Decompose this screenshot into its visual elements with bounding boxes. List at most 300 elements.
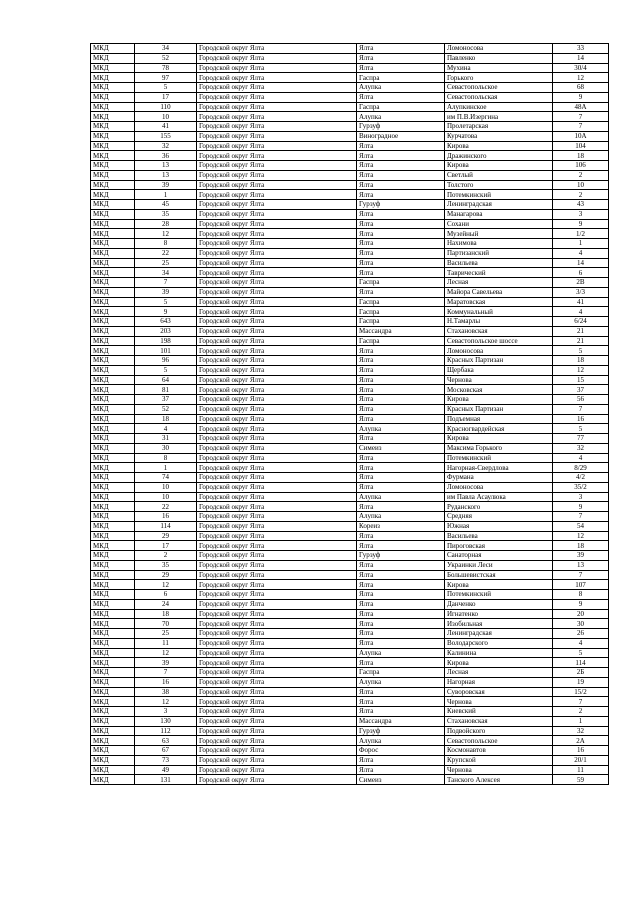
district-cell: Городской округ Ялта xyxy=(197,638,357,648)
street-cell: Руданского xyxy=(445,502,553,512)
locality-cell: Ялта xyxy=(357,629,445,639)
house-cell: 15/2 xyxy=(553,687,609,697)
district-cell: Городской округ Ялта xyxy=(197,190,357,200)
street-cell: Ломоносова xyxy=(445,346,553,356)
table-row xyxy=(91,677,609,687)
street-cell: им Павла Асаулюка xyxy=(445,492,553,502)
number-cell: 114 xyxy=(135,521,197,531)
locality-cell: Ялта xyxy=(357,258,445,268)
type-cell: МКД xyxy=(91,161,135,171)
house-cell: 4 xyxy=(553,248,609,258)
house-cell: 10А xyxy=(553,131,609,141)
house-cell: 16 xyxy=(553,746,609,756)
number-cell: 25 xyxy=(135,629,197,639)
street-cell: Кирова xyxy=(445,141,553,151)
type-cell: МКД xyxy=(91,619,135,629)
house-cell: 1 xyxy=(553,716,609,726)
street-cell: Севастопольское xyxy=(445,83,553,93)
locality-cell: Ялта xyxy=(357,375,445,385)
district-cell: Городской округ Ялта xyxy=(197,736,357,746)
number-cell: 5 xyxy=(135,83,197,93)
table-row xyxy=(91,268,609,278)
number-cell: 39 xyxy=(135,287,197,297)
house-cell: 4/2 xyxy=(553,473,609,483)
house-cell: 21 xyxy=(553,326,609,336)
locality-cell: Алупка xyxy=(357,424,445,434)
table-row xyxy=(91,658,609,668)
locality-cell: Ялта xyxy=(357,414,445,424)
district-cell: Городской округ Ялта xyxy=(197,336,357,346)
district-cell: Городской округ Ялта xyxy=(197,83,357,93)
type-cell: МКД xyxy=(91,219,135,229)
table-row xyxy=(91,317,609,327)
locality-cell: Ялта xyxy=(357,755,445,765)
street-cell: Сохани xyxy=(445,219,553,229)
number-cell: 31 xyxy=(135,434,197,444)
type-cell: МКД xyxy=(91,258,135,268)
table-row xyxy=(91,590,609,600)
locality-cell: Гаспра xyxy=(357,278,445,288)
house-cell: 3 xyxy=(553,209,609,219)
house-cell: 6 xyxy=(553,268,609,278)
number-cell: 64 xyxy=(135,375,197,385)
table-body xyxy=(91,44,609,785)
street-cell: Мухина xyxy=(445,63,553,73)
district-cell: Городской округ Ялта xyxy=(197,161,357,171)
house-cell: 3 xyxy=(553,492,609,502)
table-row xyxy=(91,560,609,570)
table-row xyxy=(91,151,609,161)
table-row xyxy=(91,726,609,736)
table-row xyxy=(91,648,609,658)
locality-cell: Ялта xyxy=(357,63,445,73)
house-cell: 37 xyxy=(553,385,609,395)
number-cell: 10 xyxy=(135,112,197,122)
district-cell: Городской округ Ялта xyxy=(197,73,357,83)
street-cell: Толстого xyxy=(445,180,553,190)
locality-cell: Ялта xyxy=(357,44,445,54)
locality-cell: Ялта xyxy=(357,385,445,395)
type-cell: МКД xyxy=(91,122,135,132)
house-cell: 2 xyxy=(553,707,609,717)
district-cell: Городской округ Ялта xyxy=(197,200,357,210)
type-cell: МКД xyxy=(91,551,135,561)
district-cell: Городской округ Ялта xyxy=(197,658,357,668)
table-row xyxy=(91,248,609,258)
locality-cell: Алупка xyxy=(357,492,445,502)
street-cell: Калинина xyxy=(445,648,553,658)
street-cell: Васильева xyxy=(445,531,553,541)
house-cell: 18 xyxy=(553,541,609,551)
type-cell: МКД xyxy=(91,570,135,580)
table-row xyxy=(91,356,609,366)
street-cell: Южная xyxy=(445,521,553,531)
type-cell: МКД xyxy=(91,356,135,366)
district-cell: Городской округ Ялта xyxy=(197,385,357,395)
locality-cell: Форос xyxy=(357,746,445,756)
table-row xyxy=(91,512,609,522)
table-row xyxy=(91,297,609,307)
street-cell: Суворовская xyxy=(445,687,553,697)
table-row xyxy=(91,229,609,239)
type-cell: МКД xyxy=(91,521,135,531)
street-cell: Курчатова xyxy=(445,131,553,141)
table-row xyxy=(91,44,609,54)
district-cell: Городской округ Ялта xyxy=(197,356,357,366)
number-cell: 17 xyxy=(135,541,197,551)
locality-cell: Ялта xyxy=(357,580,445,590)
locality-cell: Ялта xyxy=(357,570,445,580)
type-cell: МКД xyxy=(91,92,135,102)
district-cell: Городской округ Ялта xyxy=(197,755,357,765)
locality-cell: Ялта xyxy=(357,531,445,541)
type-cell: МКД xyxy=(91,297,135,307)
locality-cell: Ялта xyxy=(357,92,445,102)
type-cell: МКД xyxy=(91,141,135,151)
type-cell: МКД xyxy=(91,53,135,63)
type-cell: МКД xyxy=(91,716,135,726)
type-cell: МКД xyxy=(91,463,135,473)
locality-cell: Ялта xyxy=(357,619,445,629)
house-cell: 114 xyxy=(553,658,609,668)
street-cell: Дражинского xyxy=(445,151,553,161)
district-cell: Городской округ Ялта xyxy=(197,287,357,297)
locality-cell: Ялта xyxy=(357,239,445,249)
locality-cell: Алупка xyxy=(357,736,445,746)
street-cell: Лесная xyxy=(445,668,553,678)
house-cell: 104 xyxy=(553,141,609,151)
table-row xyxy=(91,531,609,541)
locality-cell: Ялта xyxy=(357,541,445,551)
house-cell: 21 xyxy=(553,336,609,346)
table-row xyxy=(91,453,609,463)
street-cell: Чернова xyxy=(445,375,553,385)
type-cell: МКД xyxy=(91,560,135,570)
table-row xyxy=(91,92,609,102)
street-cell: Изобильная xyxy=(445,619,553,629)
district-cell: Городской округ Ялта xyxy=(197,375,357,385)
type-cell: МКД xyxy=(91,697,135,707)
district-cell: Городской округ Ялта xyxy=(197,44,357,54)
number-cell: 22 xyxy=(135,248,197,258)
number-cell: 8 xyxy=(135,239,197,249)
house-cell: 9 xyxy=(553,502,609,512)
number-cell: 96 xyxy=(135,356,197,366)
house-cell: 1 xyxy=(553,239,609,249)
locality-cell: Ялта xyxy=(357,180,445,190)
street-cell: Нагорная xyxy=(445,677,553,687)
type-cell: МКД xyxy=(91,453,135,463)
district-cell: Городской округ Ялта xyxy=(197,746,357,756)
house-cell: 2 xyxy=(553,170,609,180)
house-cell: 15 xyxy=(553,375,609,385)
type-cell: МКД xyxy=(91,375,135,385)
house-cell: 26 xyxy=(553,629,609,639)
number-cell: 2 xyxy=(135,551,197,561)
type-cell: МКД xyxy=(91,434,135,444)
number-cell: 37 xyxy=(135,395,197,405)
table-row xyxy=(91,287,609,297)
table-row xyxy=(91,716,609,726)
house-cell: 107 xyxy=(553,580,609,590)
table-row xyxy=(91,395,609,405)
house-cell: 30/4 xyxy=(553,63,609,73)
street-cell: Средняя xyxy=(445,512,553,522)
house-cell: 16 xyxy=(553,414,609,424)
district-cell: Городской округ Ялта xyxy=(197,219,357,229)
house-cell: 32 xyxy=(553,726,609,736)
number-cell: 12 xyxy=(135,580,197,590)
number-cell: 131 xyxy=(135,775,197,785)
locality-cell: Гаспра xyxy=(357,668,445,678)
district-cell: Городской округ Ялта xyxy=(197,609,357,619)
table-row xyxy=(91,609,609,619)
type-cell: МКД xyxy=(91,44,135,54)
type-cell: МКД xyxy=(91,687,135,697)
district-cell: Городской округ Ялта xyxy=(197,112,357,122)
number-cell: 52 xyxy=(135,53,197,63)
type-cell: МКД xyxy=(91,326,135,336)
street-cell: Кирова xyxy=(445,161,553,171)
locality-cell: Ялта xyxy=(357,707,445,717)
table-row xyxy=(91,599,609,609)
type-cell: МКД xyxy=(91,268,135,278)
district-cell: Городской округ Ялта xyxy=(197,268,357,278)
district-cell: Городской округ Ялта xyxy=(197,424,357,434)
district-cell: Городской округ Ялта xyxy=(197,502,357,512)
locality-cell: Ялта xyxy=(357,151,445,161)
street-cell: Музейный xyxy=(445,229,553,239)
type-cell: МКД xyxy=(91,151,135,161)
table-row xyxy=(91,541,609,551)
district-cell: Городской округ Ялта xyxy=(197,512,357,522)
street-cell: Маратовская xyxy=(445,297,553,307)
district-cell: Городской округ Ялта xyxy=(197,317,357,327)
number-cell: 12 xyxy=(135,648,197,658)
street-cell: Севастопольское шоссе xyxy=(445,336,553,346)
number-cell: 10 xyxy=(135,482,197,492)
district-cell: Городской округ Ялта xyxy=(197,395,357,405)
district-cell: Городской округ Ялта xyxy=(197,492,357,502)
number-cell: 5 xyxy=(135,365,197,375)
table-row xyxy=(91,434,609,444)
district-cell: Городской округ Ялта xyxy=(197,482,357,492)
number-cell: 8 xyxy=(135,453,197,463)
locality-cell: Гаспра xyxy=(357,307,445,317)
street-cell: Лесная xyxy=(445,278,553,288)
house-cell: 4 xyxy=(553,638,609,648)
table-row xyxy=(91,404,609,414)
table-row xyxy=(91,365,609,375)
number-cell: 11 xyxy=(135,638,197,648)
district-cell: Городской округ Ялта xyxy=(197,707,357,717)
number-cell: 41 xyxy=(135,122,197,132)
table-row xyxy=(91,239,609,249)
locality-cell: Симеиз xyxy=(357,443,445,453)
number-cell: 101 xyxy=(135,346,197,356)
street-cell: Ломоносова xyxy=(445,44,553,54)
type-cell: МКД xyxy=(91,200,135,210)
house-cell: 1/2 xyxy=(553,229,609,239)
table-row xyxy=(91,697,609,707)
number-cell: 38 xyxy=(135,687,197,697)
locality-cell: Ялта xyxy=(357,599,445,609)
district-cell: Городской округ Ялта xyxy=(197,560,357,570)
table-row xyxy=(91,161,609,171)
number-cell: 9 xyxy=(135,307,197,317)
type-cell: МКД xyxy=(91,112,135,122)
street-cell: Украинки Леси xyxy=(445,560,553,570)
street-cell: Партизанский xyxy=(445,248,553,258)
number-cell: 34 xyxy=(135,268,197,278)
type-cell: МКД xyxy=(91,229,135,239)
house-cell: 48А xyxy=(553,102,609,112)
district-cell: Городской округ Ялта xyxy=(197,229,357,239)
number-cell: 16 xyxy=(135,677,197,687)
locality-cell: Ялта xyxy=(357,248,445,258)
street-cell: Володарского xyxy=(445,638,553,648)
house-cell: 10 xyxy=(553,180,609,190)
locality-cell: Виноградное xyxy=(357,131,445,141)
house-cell: 30 xyxy=(553,619,609,629)
locality-cell: Гаспра xyxy=(357,73,445,83)
number-cell: 13 xyxy=(135,161,197,171)
table-row xyxy=(91,580,609,590)
street-cell: Щербака xyxy=(445,365,553,375)
locality-cell: Алупка xyxy=(357,112,445,122)
street-cell: Коммунальный xyxy=(445,307,553,317)
district-cell: Городской округ Ялта xyxy=(197,590,357,600)
table-row xyxy=(91,209,609,219)
type-cell: МКД xyxy=(91,746,135,756)
number-cell: 12 xyxy=(135,229,197,239)
district-cell: Городской округ Ялта xyxy=(197,346,357,356)
type-cell: МКД xyxy=(91,512,135,522)
street-cell: Данченко xyxy=(445,599,553,609)
table-row xyxy=(91,570,609,580)
locality-cell: Ялта xyxy=(357,229,445,239)
district-cell: Городской округ Ялта xyxy=(197,248,357,258)
table-row xyxy=(91,707,609,717)
locality-cell: Алупка xyxy=(357,677,445,687)
house-cell: 5 xyxy=(553,424,609,434)
locality-cell: Ялта xyxy=(357,590,445,600)
type-cell: МКД xyxy=(91,590,135,600)
locality-cell: Гурзуф xyxy=(357,122,445,132)
type-cell: МКД xyxy=(91,677,135,687)
district-cell: Городской округ Ялта xyxy=(197,677,357,687)
street-cell: Нагорная-Свердлова xyxy=(445,463,553,473)
house-cell: 7 xyxy=(553,570,609,580)
number-cell: 35 xyxy=(135,560,197,570)
district-cell: Городской округ Ялта xyxy=(197,434,357,444)
table-row xyxy=(91,736,609,746)
locality-cell: Ялта xyxy=(357,170,445,180)
house-cell: 4 xyxy=(553,453,609,463)
district-cell: Городской округ Ялта xyxy=(197,209,357,219)
locality-cell: Ялта xyxy=(357,482,445,492)
district-cell: Городской округ Ялта xyxy=(197,570,357,580)
number-cell: 74 xyxy=(135,473,197,483)
district-cell: Городской округ Ялта xyxy=(197,170,357,180)
number-cell: 3 xyxy=(135,707,197,717)
number-cell: 5 xyxy=(135,297,197,307)
table-row xyxy=(91,375,609,385)
number-cell: 18 xyxy=(135,414,197,424)
locality-cell: Ялта xyxy=(357,209,445,219)
type-cell: МКД xyxy=(91,287,135,297)
house-cell: 2В xyxy=(553,278,609,288)
table-row xyxy=(91,765,609,775)
house-cell: 33 xyxy=(553,44,609,54)
number-cell: 1 xyxy=(135,190,197,200)
street-cell: Красных Партизан xyxy=(445,356,553,366)
street-cell: Пироговская xyxy=(445,541,553,551)
type-cell: МКД xyxy=(91,424,135,434)
type-cell: МКД xyxy=(91,131,135,141)
district-cell: Городской округ Ялта xyxy=(197,619,357,629)
locality-cell: Ялта xyxy=(357,473,445,483)
district-cell: Городской округ Ялта xyxy=(197,404,357,414)
locality-cell: Ялта xyxy=(357,502,445,512)
district-cell: Городской округ Ялта xyxy=(197,599,357,609)
district-cell: Городской округ Ялта xyxy=(197,278,357,288)
type-cell: МКД xyxy=(91,336,135,346)
district-cell: Городской округ Ялта xyxy=(197,131,357,141)
type-cell: МКД xyxy=(91,775,135,785)
house-cell: 35/2 xyxy=(553,482,609,492)
number-cell: 22 xyxy=(135,502,197,512)
street-cell: Стахановская xyxy=(445,716,553,726)
house-cell: 2 xyxy=(553,190,609,200)
house-cell: 20/1 xyxy=(553,755,609,765)
number-cell: 39 xyxy=(135,180,197,190)
table-row xyxy=(91,638,609,648)
type-cell: МКД xyxy=(91,473,135,483)
locality-cell: Гурзуф xyxy=(357,200,445,210)
street-cell: Нахимова xyxy=(445,239,553,249)
table-row xyxy=(91,63,609,73)
house-cell: 39 xyxy=(553,551,609,561)
locality-cell: Ялта xyxy=(357,609,445,619)
number-cell: 73 xyxy=(135,755,197,765)
street-cell: Манагарова xyxy=(445,209,553,219)
street-cell: Ломоносова xyxy=(445,482,553,492)
type-cell: МКД xyxy=(91,755,135,765)
house-cell: 59 xyxy=(553,775,609,785)
locality-cell: Гаспра xyxy=(357,297,445,307)
district-cell: Городской округ Ялта xyxy=(197,141,357,151)
table-row xyxy=(91,170,609,180)
house-cell: 12 xyxy=(553,73,609,83)
district-cell: Городской округ Ялта xyxy=(197,463,357,473)
number-cell: 45 xyxy=(135,200,197,210)
table-row xyxy=(91,746,609,756)
street-cell: Красных Партизан xyxy=(445,404,553,414)
table-row xyxy=(91,278,609,288)
type-cell: МКД xyxy=(91,609,135,619)
street-cell: Павленко xyxy=(445,53,553,63)
number-cell: 155 xyxy=(135,131,197,141)
locality-cell: Гурзуф xyxy=(357,551,445,561)
house-cell: 41 xyxy=(553,297,609,307)
number-cell: 29 xyxy=(135,531,197,541)
table-row xyxy=(91,258,609,268)
house-cell: 43 xyxy=(553,200,609,210)
district-cell: Городской округ Ялта xyxy=(197,92,357,102)
locality-cell: Ялта xyxy=(357,395,445,405)
house-cell: 54 xyxy=(553,521,609,531)
